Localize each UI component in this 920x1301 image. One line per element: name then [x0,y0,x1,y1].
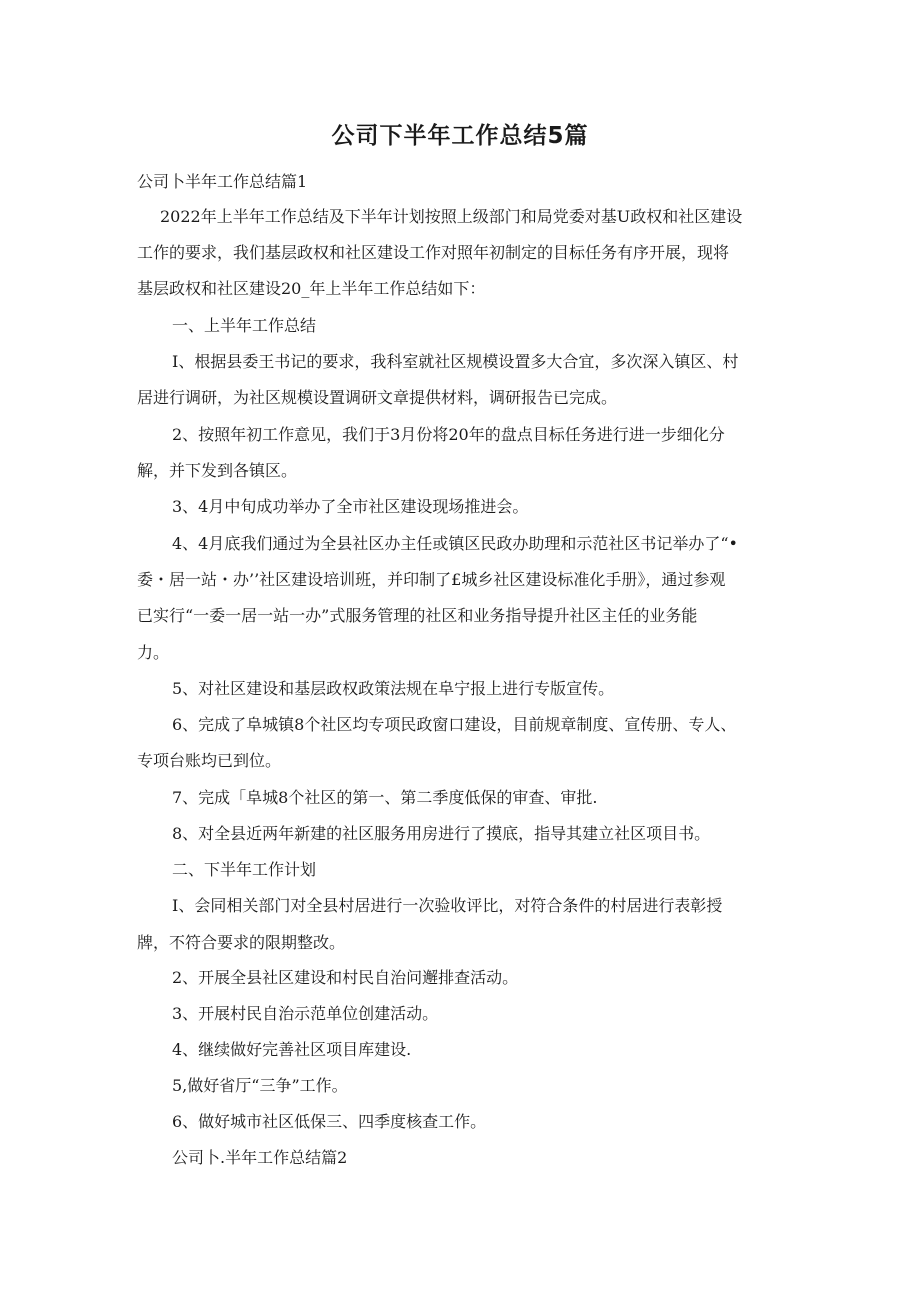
paragraph-line: 委・居一站・办’’社区建设培训班，并印制了£城乡社区建设标准化手册》，通过参观 [137,570,726,589]
paragraph-line: 3、4月中旬成功举办了全市社区建设现场推进会。 [172,497,529,516]
paragraph-line: 2、开展全县社区建设和村民自治问邂排查活动。 [172,968,519,987]
paragraph-line: 7、完成「阜城8个社区的第一、第二季度低保的审查、审批. [172,788,598,807]
document-title: 公司下半年工作总结5篇 [331,123,589,149]
paragraph-line: 已实行“一委一居一站一办”式服务管理的社区和业务指导提升社区主任的业务能 [137,606,698,625]
paragraph-line: 工作的要求，我们基层政权和社区建设工作对照年初制定的目标任务有序开展，现将 [137,243,730,262]
section-heading: 公司卜.半年工作总结篇2 [172,1148,348,1167]
paragraph-line: 5,做好省厅“三争”工作。 [172,1076,348,1095]
subsection-heading: 二、下半年工作计划 [172,860,317,879]
paragraph-line: 6、完成了阜城镇8个社区均专项民政窗口建设，目前规章制度、宣传册、专人、 [172,715,737,734]
paragraph-line: 5、对社区建设和基层政权政策法规在阜宁报上进行专版宣传。 [172,679,615,698]
paragraph-line: 3、开展村民自治示范单位创建活动。 [172,1004,439,1023]
paragraph-line: 解，并下发到各镇区。 [137,461,298,480]
paragraph-line: 6、做好城市社区低保三、四季度核查工作。 [172,1112,487,1131]
paragraph-line: 力。 [137,643,170,662]
paragraph-line: 牌，不符合要求的限期整改。 [137,933,346,952]
paragraph-line: I、会同相关部门对全县村居进行一次验收评比，对符合条件的村居进行表彰授 [172,896,723,915]
paragraph-line: 基层政权和社区建设20_年上半年工作总结如下： [137,279,486,298]
paragraph-line: I、根据县委王书记的要求，我科室就社区规模设置多大合宜，多次深入镇区、村 [172,352,739,371]
paragraph-line: 2022年上半年工作总结及下半年计划按照上级部门和局党委对基U政权和社区建设 [160,207,743,226]
paragraph-line: 4、继续做好完善社区项目库建设. [172,1040,412,1059]
section-heading: 公司卜半年工作总结篇1 [137,172,308,191]
paragraph-line: 8、对全县近两年新建的社区服务用房进行了摸底，指导其建立社区项目书。 [172,824,711,843]
subsection-heading: 一、上半年工作总结 [172,316,317,335]
paragraph-line: 居进行调研，为社区规模设置调研文章提供材料，调研报告已完成。 [137,388,618,407]
paragraph-line: 2、按照年初工作意见，我们于3月份将20年的盘点目标任务进行进一步细化分 [172,425,725,444]
paragraph-line: 4、4月底我们通过为全县社区办主任或镇区民政办助理和示范社区书记举办了“• [172,534,738,553]
paragraph-line: 专项台账均已到位。 [137,751,282,770]
